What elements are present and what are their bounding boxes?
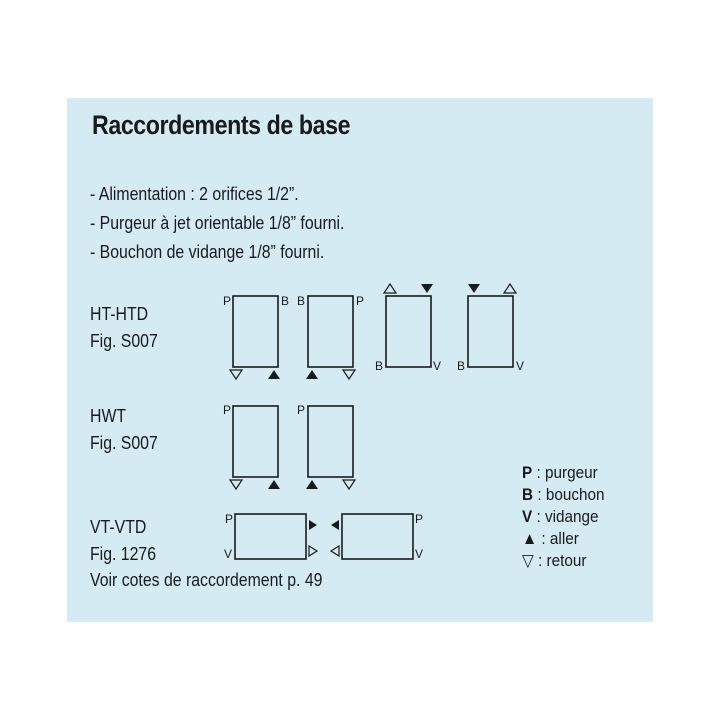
legend-item-bouchon: B : bouchon [522,485,605,504]
bullet-item-bouchon: - Bouchon de vidange 1/8” fourni. [90,242,325,262]
aller-triangle-icon [306,370,318,379]
bullet-item-alimentation: - Alimentation : 2 orifices 1/2”. [90,184,299,204]
aller-triangle-icon [468,284,480,293]
retour-triangle-icon [384,284,396,293]
bouchon-label: B [457,359,466,373]
diagram-box-hwt-2 [308,406,353,477]
diagram-box-ht-4 [468,296,513,367]
diagram-box-ht-3 [386,296,431,367]
retour-triangle-icon [331,546,339,556]
model-figure: Fig. 1276 [90,544,157,564]
bouchon-label: B [297,294,306,308]
aller-triangle-icon [306,480,318,489]
purgeur-label: P [297,403,306,417]
legend-item-vidange: V : vidange [522,507,599,526]
diagram-box-vt-2 [342,514,413,559]
diagram-box-vt-1 [235,514,306,559]
vidange-label: V [224,547,233,561]
aller-triangle-icon [268,480,280,489]
model-name: HT-HTD [90,304,149,324]
model-name: VT-VTD [90,517,147,537]
purgeur-label: P [223,294,232,308]
model-figure: Fig. S007 [90,331,158,351]
diagram-box-ht-2 [308,296,353,367]
aller-triangle-icon [268,370,280,379]
legend-item-aller: ▲ : aller [522,529,579,548]
aller-triangle-icon: ▲ [522,529,538,548]
aller-triangle-icon [331,520,339,530]
vidange-label: V [516,359,525,373]
model-name: HWT [90,406,127,426]
diagram-box-ht-1 [233,296,278,367]
bouchon-label: B [375,359,384,373]
vidange-label: V [415,547,424,561]
legend-item-purgeur: P : purgeur [522,463,598,482]
model-figure: Fig. S007 [90,433,158,453]
legend [522,462,605,572]
purgeur-label: P [415,512,424,526]
retour-triangle-icon [230,480,242,489]
footnote: Voir cotes de raccordement p. 49 [90,570,323,590]
purgeur-label: P [356,294,365,308]
diagram-box-hwt-1 [233,406,278,477]
retour-triangle-icon [309,546,317,556]
retour-triangle-icon [230,370,242,379]
vidange-label: V [433,359,442,373]
legend-item-retour: ▽ : retour [522,551,587,570]
retour-triangle-icon [343,370,355,379]
purgeur-label: P [225,512,234,526]
retour-triangle-icon: ▽ [522,551,534,570]
retour-triangle-icon [504,284,516,293]
section-title: Raccordements de base [92,110,351,140]
bullet-item-purgeur: - Purgeur à jet orientable 1/8” fourni. [90,213,345,233]
aller-triangle-icon [309,520,317,530]
aller-triangle-icon [421,284,433,293]
retour-triangle-icon [343,480,355,489]
purgeur-label: P [223,403,232,417]
bouchon-label: B [281,294,290,308]
